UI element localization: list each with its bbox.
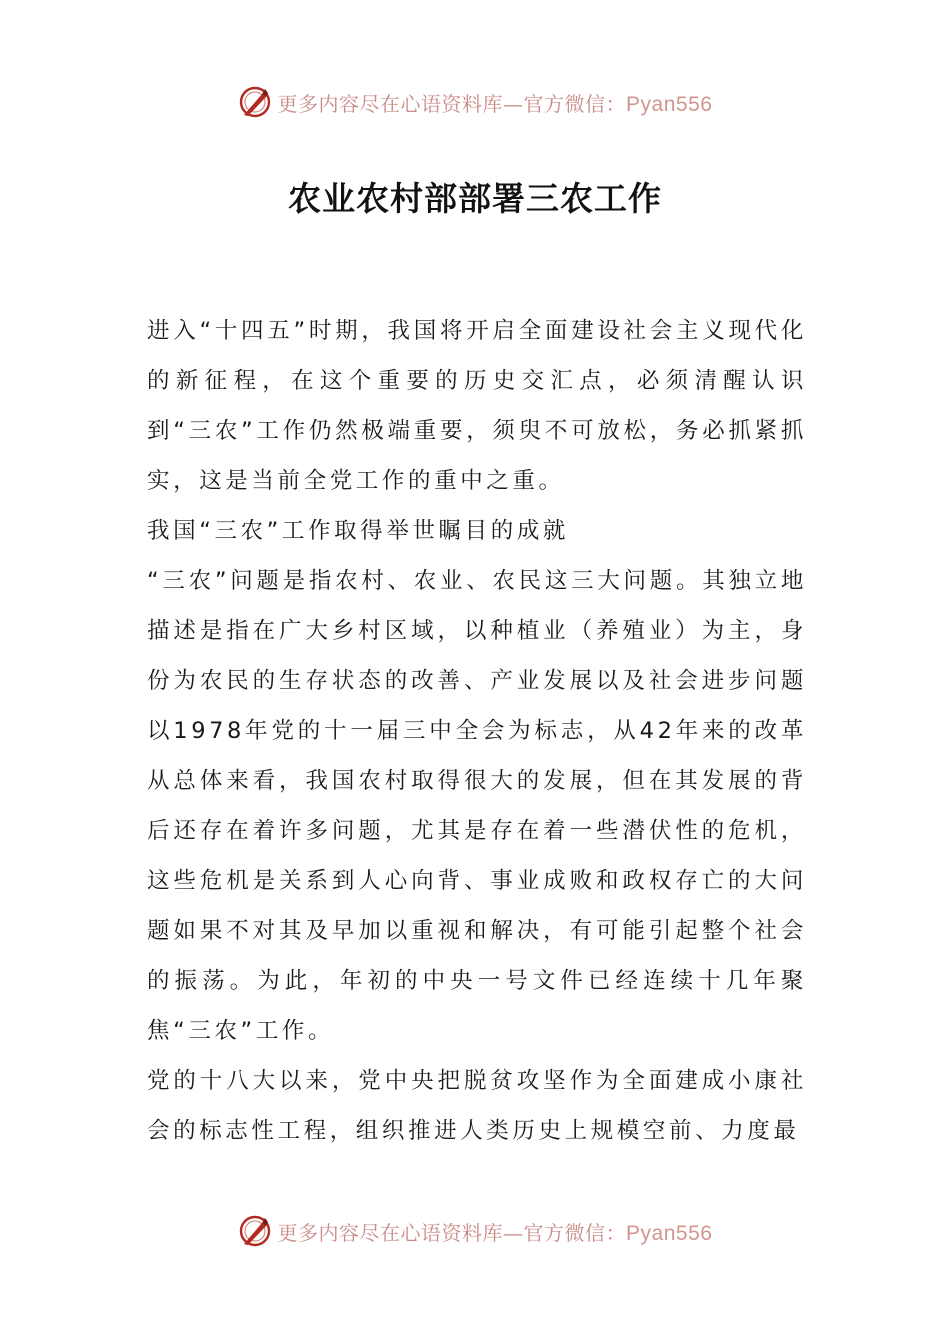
- watermark-text: [278, 88, 713, 117]
- section-heading: 我国“三农”工作取得举世瞩目的成就: [147, 518, 570, 544]
- paragraph-1: 进入“十四五”时期，我国将开启全面建设社会主义现代化的新征程，在这个重要的历史交汇点，必须清醒认识到“三农”工作仍然极端重要，须臾不可放松，务必抓紧抓实，这是当前全党工作的重中之重。: [147, 318, 807, 494]
- watermark-handle: Pyan556: [626, 1221, 713, 1245]
- watermark-handle: Pyan556: [626, 92, 713, 116]
- pen-logo-icon: [238, 1214, 272, 1248]
- page-title: 农业农村部部署三农工作: [288, 179, 662, 218]
- paragraph-3: 党的十八大以来，党中央把脱贫攻坚作为全面建成小康社会的标志性工程，组织推进人类历史上规模空前、力度最: [147, 1068, 807, 1144]
- paragraph-2: “三农”问题是指农村、农业、农民这三大问题。其独立地描述是指在广大乡村区域，以种植业（养殖业）为主，身份为农民的生存状态的改善、产业发展以及社会进步问题以1978年党的十一届三中全会为标志，从42年来的改革从总体来看，我国农村取得很大的发展，但在其发展的背后还存在着许多问题，尤其是存在着一些潜伏性的危机，这些危机是关系到人心向背、事业成败和政权存亡的大问题如果不对其及早加以重视和解决，有可能引起整个社会的振荡。为此，年初的中央一号文件已经连续十几年聚焦“三农”工作。: [147, 568, 807, 1044]
- document-body: [147, 306, 807, 1156]
- watermark-header: [0, 82, 950, 122]
- pen-logo-icon: [238, 85, 272, 119]
- watermark-label: 更多内容尽在心语资料库—官方微信：: [277, 1220, 627, 1245]
- watermark-label: 更多内容尽在心语资料库—官方微信：: [277, 91, 627, 116]
- watermark-footer: [0, 1211, 950, 1251]
- watermark-text: [278, 1217, 713, 1246]
